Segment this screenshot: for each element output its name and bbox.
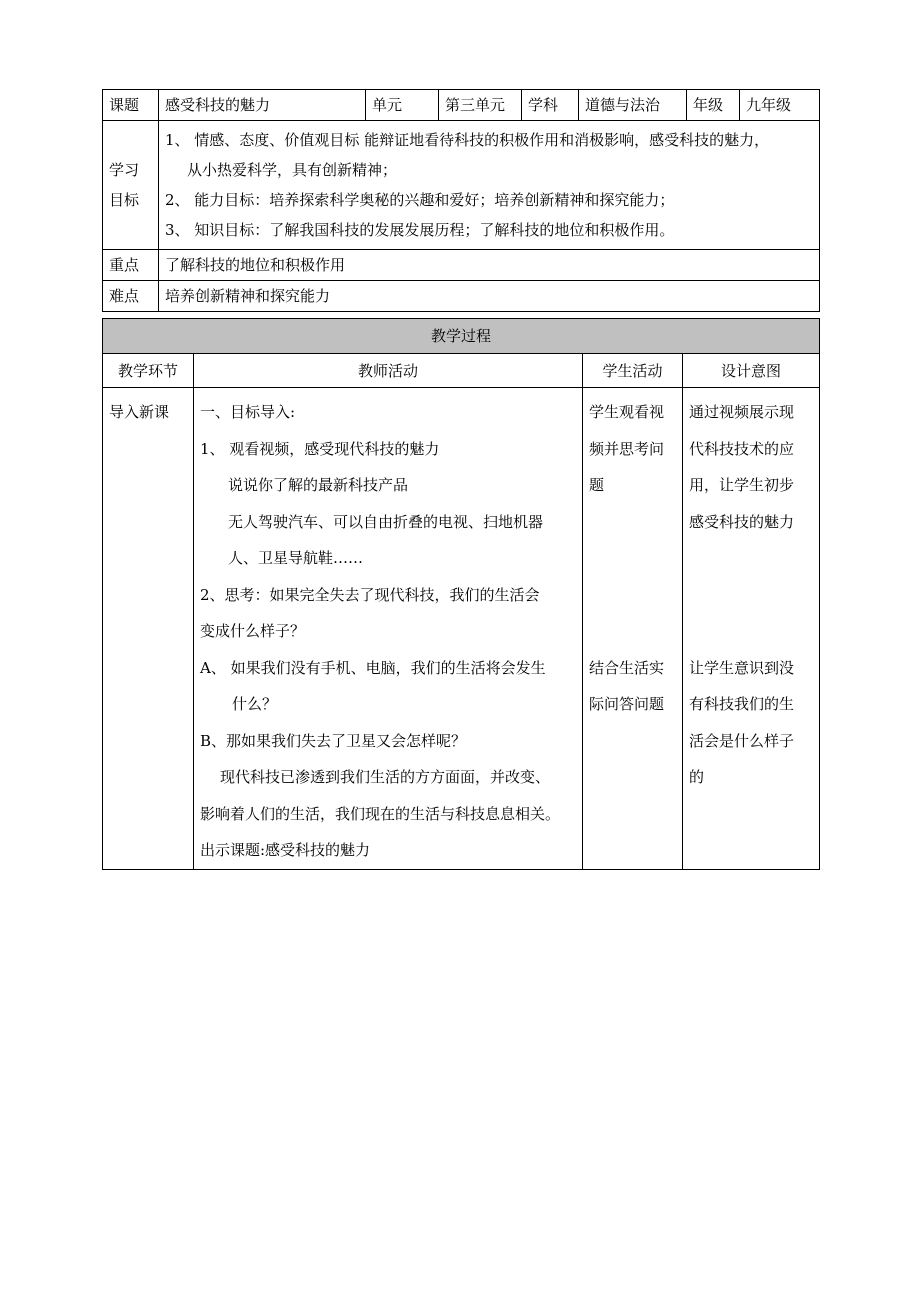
goal-item-3: 3、 知识目标：了解我国科技的发展发展历程；了解科技的地位和积极作用。 (165, 221, 675, 239)
goal-item-1: 1、 情感、态度、价值观目标 能辩证地看待科技的积极作用和消极影响，感受科技的魅力， (165, 131, 770, 149)
goals-content (159, 121, 820, 250)
grade-label: 年级 (687, 90, 740, 121)
intent-line: 通过视频展示现 (689, 403, 795, 421)
student-line (589, 577, 676, 614)
intent-line: 让学生意识到没 (689, 658, 795, 677)
teacher-line: 说说你了解的最新科技产品 (228, 476, 409, 494)
teacher-line: 1、 观看视频，感受现代科技的魅力 (200, 439, 440, 458)
col-teacher-header: 教师活动 (194, 354, 583, 388)
difficulty-value: 培养创新精神和探究能力 (159, 281, 820, 312)
intent-line: 代科技技术的应 (689, 439, 795, 458)
unit-value: 第三单元 (439, 90, 522, 121)
process-title: 教学过程 (103, 319, 820, 354)
teacher-line: 影响着人们的生活，我们现在的生活与科技息息相关。 (200, 804, 561, 823)
subject-label: 学科 (522, 90, 579, 121)
intent-line: 有科技我们的生 (689, 695, 795, 713)
teacher-line: 人、卫星导航鞋…… (228, 549, 364, 567)
teacher-line: 一、目标导入: (200, 403, 296, 421)
header-row (103, 90, 820, 121)
teacher-line: 出示课题:感受科技的魅力 (200, 841, 371, 859)
topic-value: 感受科技的魅力 (159, 90, 366, 121)
student-line (589, 504, 676, 541)
teacher-activity-cell (194, 388, 583, 870)
teacher-line: 变成什么样子？ (200, 622, 306, 640)
student-line: 题 (589, 476, 605, 494)
lesson-info-table (102, 89, 820, 312)
intent-line (689, 613, 813, 650)
student-line: 频并思考问 (589, 439, 665, 458)
teaching-process-table (102, 318, 820, 870)
intent-line (689, 540, 813, 577)
student-line (589, 613, 676, 650)
goal-item-2: 2、 能力目标：培养探索科学奥秘的兴趣和爱好；培养创新精神和探究能力； (165, 191, 675, 209)
teacher-line: A、 如果我们没有手机、电脑，我们的生活将会发生 (200, 658, 546, 677)
teacher-line: 现代科技已渗透到我们生活的方方面面，并改变、 (220, 768, 551, 786)
design-intent-cell (683, 388, 820, 870)
teacher-line: 无人驾驶汽车、可以自由折叠的电视、扫地机器 (228, 512, 544, 531)
col-intent-header: 设计意图 (683, 354, 820, 388)
intent-line (689, 577, 813, 614)
goals-label-line2: 目标 (109, 191, 140, 209)
intent-line: 活会是什么样子 (689, 731, 795, 750)
intent-line: 感受科技的魅力 (689, 512, 795, 531)
process-row (103, 388, 820, 870)
difficulty-label: 难点 (103, 281, 159, 312)
focus-label: 重点 (103, 250, 159, 281)
subject-value: 道德与法治 (579, 90, 687, 121)
difficulty-row (103, 281, 820, 312)
process-header-row (103, 354, 820, 388)
student-line (589, 540, 676, 577)
student-line: 际问答问题 (589, 695, 665, 713)
focus-value: 了解科技的地位和积极作用 (159, 250, 820, 281)
col-student-header: 学生活动 (583, 354, 683, 388)
teacher-line: B、那如果我们失去了卫星又会怎样呢？ (200, 731, 467, 750)
focus-row (103, 250, 820, 281)
student-line: 学生观看视 (589, 403, 665, 421)
student-activity-cell (583, 388, 683, 870)
teacher-line: 2、思考：如果完全失去了现代科技，我们的生活会 (200, 585, 540, 604)
col-stage-header: 教学环节 (103, 354, 194, 388)
topic-label: 课题 (103, 90, 159, 121)
stage-name: 导入新课 (109, 403, 170, 421)
goals-row (103, 121, 820, 250)
intent-line: 的 (689, 768, 705, 786)
goal-item-1-cont: 从小热爱科学，具有创新精神； (187, 161, 398, 179)
unit-label: 单元 (366, 90, 439, 121)
goals-label-line1: 学习 (109, 161, 140, 179)
teacher-line: 什么？ (232, 695, 278, 713)
stage-cell (103, 388, 194, 870)
intent-line: 用，让学生初步 (689, 476, 795, 494)
grade-value: 九年级 (740, 90, 820, 121)
student-line: 结合生活实 (589, 658, 665, 677)
goals-label (103, 121, 159, 250)
